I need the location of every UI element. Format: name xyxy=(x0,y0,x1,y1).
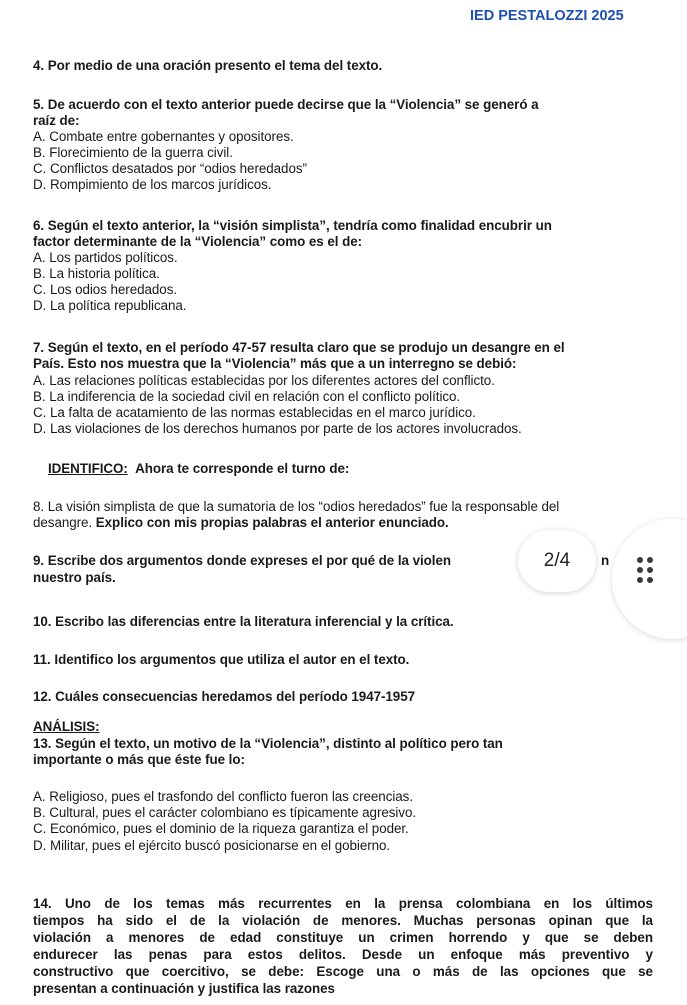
grid-dots-icon-6 xyxy=(647,577,653,583)
question-10: 10. Escribo las diferencias entre la literatura inferencial y la crítica. xyxy=(33,614,454,629)
school-header: IED PESTALOZZI 2025 xyxy=(470,8,624,24)
question-13-stem-line2: importante o más que éste fue lo: xyxy=(33,752,245,767)
question-11: 11. Identifico los argumentos que utiliza el autor en el texto. xyxy=(33,652,410,667)
question-9-line1-b: n xyxy=(601,553,610,568)
grid-dots-icon xyxy=(637,557,643,563)
question-7-stem-line1: 7. Según el texto, en el período 47-57 resulta claro que se produjo un desangre en el xyxy=(33,340,565,355)
question-9-line2: nuestro país. xyxy=(33,570,116,585)
more-options-button[interactable] xyxy=(612,519,687,639)
question-14-line3: violación a menores de edad constituye un crimen horrendo y que se deben xyxy=(33,930,653,945)
question-5-stem-line1: 5. De acuerdo con el texto anterior puede decirse que la “Violencia” se generó a xyxy=(33,97,539,112)
question-5-option-a: A. Combate entre gobernantes y opositores. xyxy=(33,129,294,144)
question-12: 12. Cuáles consecuencias heredamos del período 1947-1957 xyxy=(33,689,415,704)
question-7-option-d: D. Las violaciones de los derechos humanos por parte de los actores involucrados. xyxy=(33,421,522,436)
question-7-option-c: C. La falta de acatamiento de las normas establecidas en el marco jurídico. xyxy=(33,405,476,420)
question-6-option-b: B. La historia política. xyxy=(33,266,160,281)
question-5-option-d: D. Rompimiento de los marcos jurídicos. xyxy=(33,177,272,192)
question-6-stem-line1: 6. Según el texto anterior, la “visión simplista”, tendría como finalidad encubrir un xyxy=(33,218,552,233)
question-14-line5: constructivo que coercitivo, se debe: Escoge una o más de las opciones que se xyxy=(33,964,653,979)
question-5-stem-line2: raíz de: xyxy=(33,113,80,128)
analisis-heading: ANÁLISIS: xyxy=(33,719,100,734)
question-14-line2: tiempos ha sido el de la violación de menores. Muchas personas opinan que la xyxy=(33,913,653,928)
question-6-option-d: D. La política republicana. xyxy=(33,298,187,313)
question-5-option-b: B. Florecimiento de la guerra civil. xyxy=(33,145,233,160)
grid-dots-icon-5 xyxy=(637,577,643,583)
identifico-text: Ahora te corresponde el turno de: xyxy=(135,461,350,476)
question-13-option-a: A. Religioso, pues el trasfondo del conflicto fueron las creencias. xyxy=(33,789,413,804)
question-13-option-c: C. Económico, pues el dominio de la riqueza garantiza el poder. xyxy=(33,821,409,836)
question-14-last-line: presentan a continuación y justifica las razones xyxy=(33,981,335,996)
question-7-option-a: A. Las relaciones políticas establecidas por los diferentes actores del conflicto. xyxy=(33,373,495,388)
question-13-option-d: D. Militar, pues el ejército buscó posicionarse en el gobierno. xyxy=(33,838,391,853)
question-14-line1: 14. Uno de los temas más recurrentes en la prensa colombiana en los últimos xyxy=(33,896,653,911)
question-13-stem-line1: 13. Según el texto, un motivo de la “Violencia”, distinto al político pero tan xyxy=(33,736,503,751)
question-8-line1: 8. La visión simplista de que la sumatoria de los “odios heredados” fue la responsable del xyxy=(33,499,560,514)
grid-dots-icon-3 xyxy=(637,567,643,573)
question-6-option-a: A. Los partidos políticos. xyxy=(33,250,178,265)
question-9-line1-a: 9. Escribe dos argumentos donde expreses el por qué de la violen xyxy=(33,553,451,568)
question-5-option-c: C. Conflictos desatados por “odios heredados” xyxy=(33,161,307,176)
page-indicator: 2/4 xyxy=(518,530,596,592)
question-8-line2-bold: Explico con mis propias palabras el anterior enunciado. xyxy=(95,515,449,530)
question-7-stem-line2: País. Esto nos muestra que la “Violencia” más que a un interregno se debió: xyxy=(33,356,517,371)
question-6-option-c: C. Los odios heredados. xyxy=(33,282,178,297)
question-13-option-b: B. Cultural, pues el carácter colombiano es típicamente agresivo. xyxy=(33,805,417,820)
question-8-line2-normal: desangre. xyxy=(33,515,96,530)
grid-dots-icon-4 xyxy=(647,567,653,573)
question-6-stem-line2: factor determinante de la “Violencia” como es el de: xyxy=(33,234,363,249)
grid-dots-icon-2 xyxy=(647,557,653,563)
identifico-label: IDENTIFICO: xyxy=(48,461,128,476)
identifico-section xyxy=(48,461,349,477)
question-4: 4. Por medio de una oración presento el tema del texto. xyxy=(33,58,383,73)
question-14-line4: endurecer las penas para estos delitos. Desde un enfoque más preventivo y xyxy=(33,947,653,962)
question-8-line2 xyxy=(33,515,449,531)
question-7-option-b: B. La indiferencia de la sociedad civil en relación con el conflicto político. xyxy=(33,389,461,404)
